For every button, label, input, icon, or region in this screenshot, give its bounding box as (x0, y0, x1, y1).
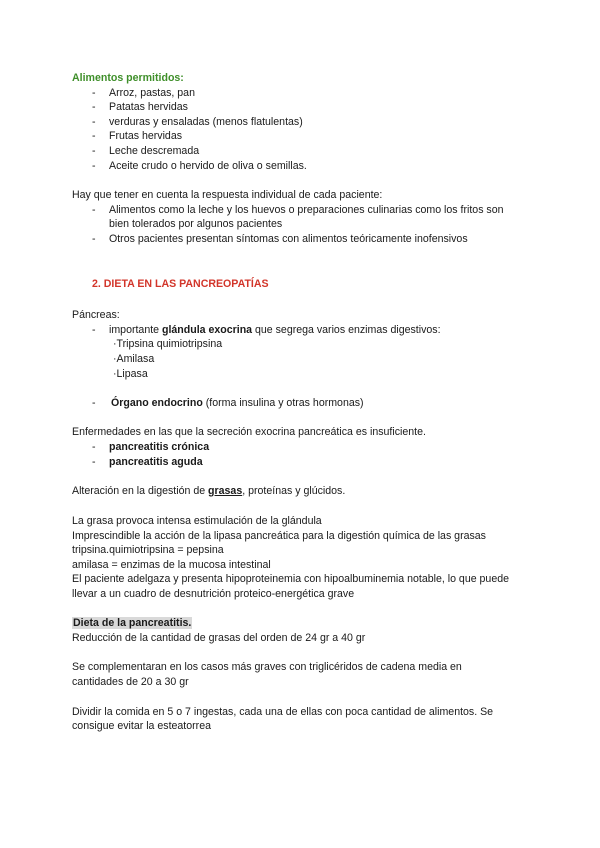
enzyme-item: ·Lipasa (113, 368, 148, 380)
paragraph-line: Dividir la comida en 5 o 7 ingestas, cada una de ellas con poca cantidad de alimentos. Se (72, 706, 494, 718)
list-item: Alimentos como la leche y los huevos o preparaciones culinarias como los fritos son (109, 204, 504, 216)
bullet-dash: - (92, 116, 96, 128)
paragraph-respuesta-intro: Hay que tener en cuenta la respuesta individual de cada paciente: (72, 189, 383, 201)
list-item: Arroz, pastas, pan (109, 87, 195, 99)
paragraph-line: llevar a un cuadro de desnutrición proteico-energética grave (72, 588, 355, 600)
list-item: Aceite crudo o hervido de oliva o semillas. (109, 160, 307, 172)
enzyme-item: ·Tripsina quimiotripsina (113, 338, 223, 350)
paragraph-line: tripsina.quimiotripsina = pepsina (72, 544, 224, 556)
bullet-dash: - (92, 160, 96, 172)
highlighted-title: Dieta de la pancreatitis. (73, 617, 192, 629)
bullet-dash: - (92, 397, 96, 409)
paragraph-line: Imprescindible la acción de la lipasa pancreática para la digestión química de las grasas (72, 530, 486, 542)
paragraph-enfermedades: Enfermedades en las que la secreción exocrina pancreática es insuficiente. (72, 426, 426, 438)
paragraph-line: Se complementaran en los casos más graves con triglicéridos de cadena media en (72, 661, 462, 673)
section-title-permitidos: Alimentos permitidos: (72, 72, 184, 84)
list-item-continuation: bien tolerados por algunos pacientes (109, 218, 283, 230)
enzyme-item: ·Amilasa (113, 353, 155, 365)
paragraph-line: El paciente adelgaza y presenta hipoproteinemia con hipoalbuminemia notable, lo que puede (72, 573, 510, 585)
text-segment: importante (109, 324, 162, 336)
list-item: Otros pacientes presentan síntomas con alimentos teóricamente inofensivos (109, 233, 468, 245)
list-item: Leche descremada (109, 145, 200, 157)
list-item: pancreatitis crónica (109, 441, 210, 453)
paragraph-line: La grasa provoca intensa estimulación de la glándula (72, 515, 322, 527)
list-item: Patatas hervidas (109, 101, 188, 113)
bold-term: glándula exocrina (162, 324, 253, 336)
paragraph-pancreas-label: Páncreas: (72, 309, 120, 321)
bullet-dash: - (92, 204, 96, 216)
paragraph-line: cantidades de 20 a 30 gr (72, 676, 189, 688)
bullet-dash: - (92, 87, 96, 99)
list-item-exocrina (109, 324, 441, 337)
text-segment: (forma insulina y otras hormonas) (202, 397, 364, 409)
list-item: verduras y ensaladas (menos flatulentas) (109, 116, 303, 128)
bullet-dash: - (92, 130, 96, 142)
list-item: pancreatitis aguda (109, 456, 203, 468)
paragraph-line: amilasa = enzimas de la mucosa intestinal (72, 559, 271, 571)
list-item: Frutas hervidas (109, 130, 183, 142)
bullet-dash: - (92, 324, 96, 336)
bullet-dash: - (92, 441, 96, 453)
paragraph-alteracion (72, 485, 345, 498)
underlined-term: grasas (208, 485, 243, 497)
bold-term: Órgano endocrino (111, 397, 203, 409)
bullet-dash: - (92, 101, 96, 113)
bullet-dash: - (92, 456, 96, 468)
paragraph-line: Reducción de la cantidad de grasas del orden de 24 gr a 40 gr (72, 632, 366, 644)
bullet-dash: - (92, 145, 96, 157)
section-heading-pancreopatias: 2. DIETA EN LAS PANCREOPATÍAS (92, 278, 269, 290)
bullet-dash: - (92, 233, 96, 245)
text-segment: Alteración en la digestión de (72, 485, 209, 497)
section-title-dieta (72, 617, 192, 630)
list-item-endocrino (111, 397, 364, 410)
paragraph-line: consigue evitar la esteatorrea (72, 720, 211, 732)
text-segment: , proteínas y glúcidos. (242, 485, 346, 497)
text-segment: que segrega varios enzimas digestivos: (252, 324, 441, 336)
